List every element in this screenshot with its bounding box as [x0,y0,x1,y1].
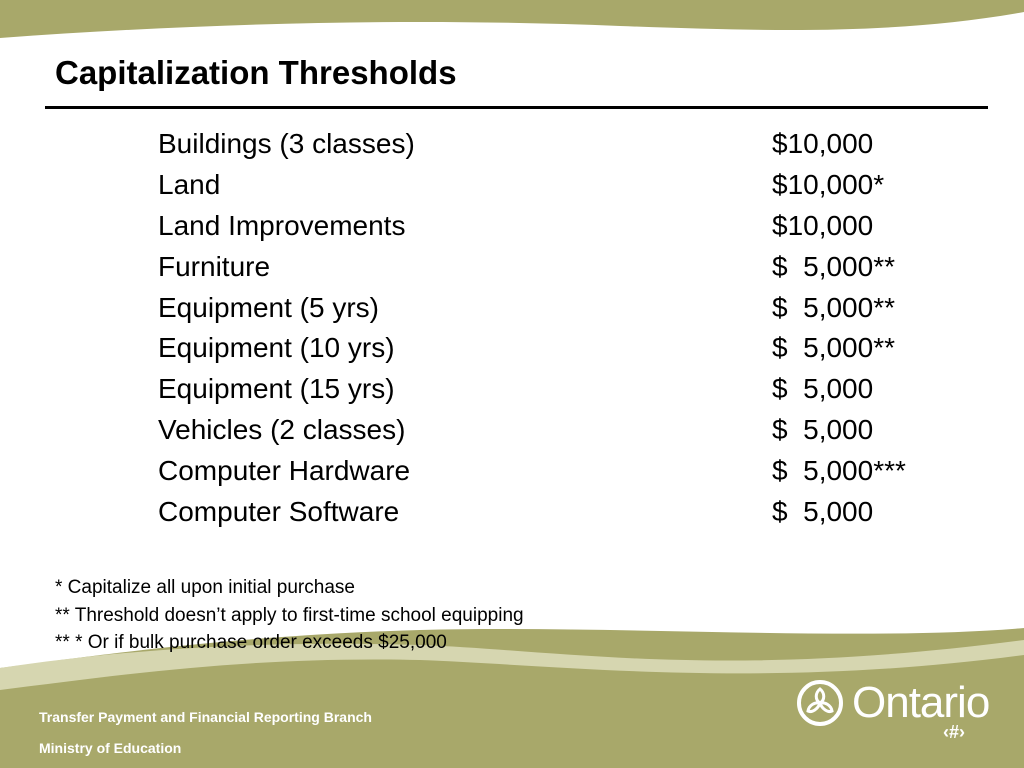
threshold-label: Furniture [158,250,271,282]
title-divider [45,106,988,109]
threshold-value: $ 5,000** [772,291,895,323]
list-item [158,369,978,410]
threshold-value: $ 5,000 [772,373,874,405]
threshold-value: $10,000* [772,168,885,200]
threshold-label: Equipment (15 yrs) [158,373,395,405]
footer-ministry: Ministry of Education [39,740,182,756]
list-item [158,328,978,369]
ontario-logo [796,678,989,728]
threshold-label: Computer Software [158,496,400,528]
list-item [158,492,978,533]
list-item [158,410,978,451]
threshold-label: Vehicles (2 classes) [158,414,406,446]
page-title: Capitalization Thresholds [55,54,457,91]
footnote: * Capitalize all upon initial purchase [55,577,355,598]
list-item [158,165,978,206]
threshold-value: $10,000 [772,209,874,241]
list-item [158,288,978,329]
threshold-value: $ 5,000*** [772,455,906,487]
footnote: ** * Or if bulk purchase order exceeds $25,000 [55,632,447,653]
threshold-value: $ 5,000** [772,332,895,364]
footnote: ** Threshold doesn’t apply to first-time school equipping [55,604,524,626]
list-item [158,206,978,247]
threshold-list [158,124,978,533]
threshold-label: Computer Hardware [158,455,411,487]
threshold-value: $10,000 [772,128,874,159]
list-item [158,451,978,492]
list-item [158,247,978,288]
ontario-trillium-icon [796,679,844,727]
threshold-value: $ 5,000 [772,496,874,528]
threshold-label: Land [158,168,221,200]
list-item [158,124,978,165]
threshold-label: Land Improvements [158,209,406,241]
threshold-value: $ 5,000** [772,250,895,282]
threshold-label: Equipment (10 yrs) [158,332,395,364]
logo-text: Ontario [852,678,990,727]
threshold-label: Buildings (3 classes) [158,128,415,159]
footer-branch: Transfer Payment and Financial Reporting Branch [39,709,372,725]
page-number: ‹#› [943,722,965,742]
threshold-label: Equipment (5 yrs) [158,291,379,323]
footnotes [55,574,524,657]
threshold-value: $ 5,000 [772,414,874,446]
